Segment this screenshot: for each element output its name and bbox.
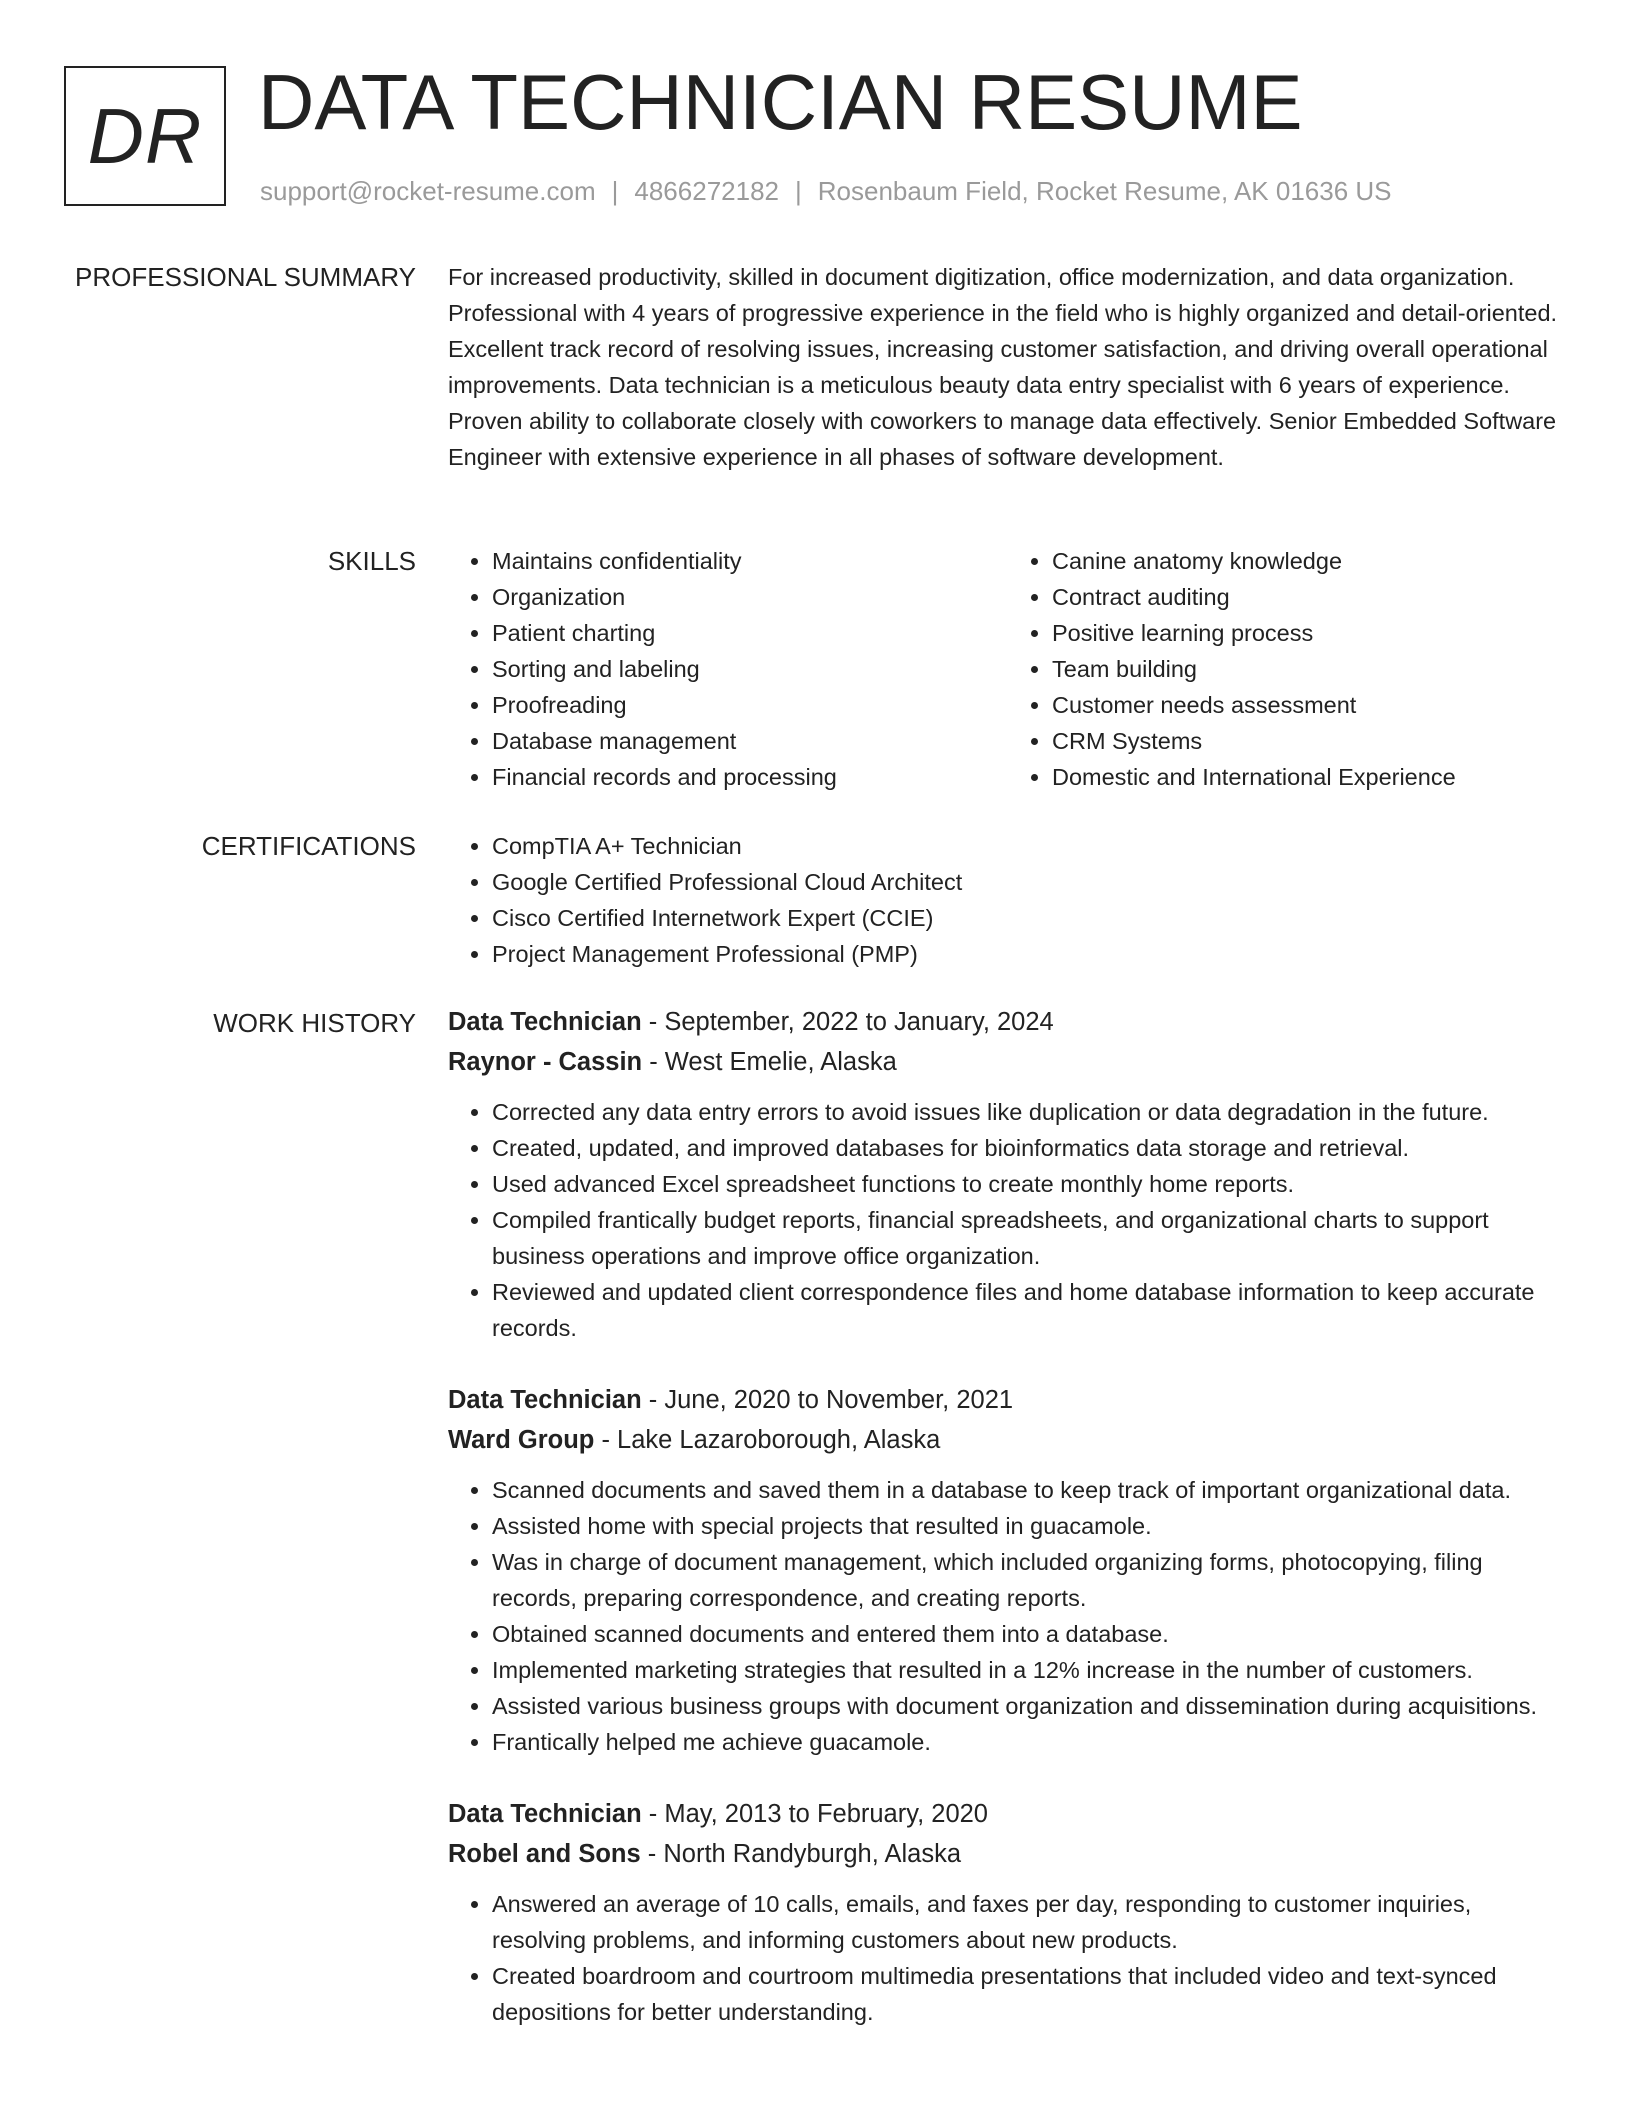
job-bullet-item: • Assisted various business groups with document organization and dissemination during acquisitions.: [492, 1688, 1568, 1724]
skill-item: • Sorting and labeling: [492, 651, 1008, 687]
certification-item: • Google Certified Professional Cloud Architect: [492, 864, 1568, 900]
job-company-line: [448, 1042, 1568, 1082]
job-location: - Lake Lazaroborough, Alaska: [594, 1426, 941, 1454]
skill-item: • Domestic and International Experience: [1052, 759, 1568, 795]
skill-item: • Positive learning process: [1052, 615, 1568, 651]
contact-phone: 4866272182: [634, 176, 779, 206]
job-bullet-item: • Implemented marketing strategies that resulted in a 12% increase in the number of customers.: [492, 1652, 1568, 1688]
job-bullets: [448, 1886, 1568, 2030]
job-dates: - September, 2022 to January, 2024: [641, 1008, 1054, 1036]
certification-item: • Cisco Certified Internetwork Expert (CCIE): [492, 900, 1568, 936]
contact-separator: |: [795, 176, 802, 206]
job-dates: - June, 2020 to November, 2021: [641, 1386, 1014, 1414]
skills-list-left: [448, 543, 1008, 795]
job-dates: - May, 2013 to February, 2020: [641, 1800, 988, 1828]
job-bullet-item: • Created boardroom and courtroom multimedia presentations that included video and text-synced depositions for better understanding.: [492, 1958, 1568, 2030]
skill-item: • Maintains confidentiality: [492, 543, 1008, 579]
job-company: Ward Group: [448, 1426, 595, 1454]
summary-text: For increased productivity, skilled in document digitization, office modernization, and data organization. Professional with 4 years of progressive experience in the field who is highly organized and detail-oriented. Excellent track record of resolving issues, increasing customer satisfaction, and driving overall operational improvements. Data technician is a meticulous beauty data entry specialist with 6 years of experience. Proven ability to collaborate closely with coworkers to manage data effectively. Senior Embedded Software Engineer with extensive experience in all phases of software development.: [448, 264, 1558, 470]
job-bullet-item: • Compiled frantically budget reports, financial spreadsheets, and organizational charts to support business operations and improve office organization.: [492, 1202, 1568, 1274]
job-entry: [448, 1380, 1568, 1760]
work-history-label: WORK HISTORY: [213, 1008, 416, 1038]
job-title-line: [448, 1380, 1568, 1420]
certification-item: • CompTIA A+ Technician: [492, 828, 1568, 864]
work-history-body: [448, 1002, 1568, 2064]
job-bullet-item: • Scanned documents and saved them in a database to keep track of important organizational data.: [492, 1472, 1568, 1508]
skill-item: • Patient charting: [492, 615, 1008, 651]
job-company: Raynor - Cassin: [448, 1048, 643, 1076]
job-title-line: [448, 1794, 1568, 1834]
skills-label: SKILLS: [327, 546, 416, 576]
job-title: Data Technician: [448, 1800, 642, 1828]
skill-item: • Customer needs assessment: [1052, 687, 1568, 723]
job-bullets: [448, 1472, 1568, 1760]
skill-item: • Canine anatomy knowledge: [1052, 543, 1568, 579]
certifications-label: CERTIFICATIONS: [201, 831, 416, 861]
contact-separator: |: [611, 176, 619, 206]
skill-item: • Financial records and processing: [492, 759, 1008, 795]
job-bullets: [448, 1094, 1568, 1346]
job-entry: [448, 1794, 1568, 2030]
skill-item: • Team building: [1052, 651, 1568, 687]
skill-item: • Contract auditing: [1052, 579, 1568, 615]
job-bullet-item: • Reviewed and updated client correspondence files and home database information to keep accurate records.: [492, 1274, 1568, 1346]
monogram-box: [64, 66, 226, 206]
skills-body: [448, 543, 1568, 795]
job-bullet-item: • Answered an average of 10 calls, emails, and faxes per day, responding to customer inquiries, resolving problems, and informing customers about new products.: [492, 1886, 1568, 1958]
job-bullet-item: • Was in charge of document management, which included organizing forms, photocopying, filing records, preparing correspondence, and creating reports.: [492, 1544, 1568, 1616]
skill-item: • CRM Systems: [1052, 723, 1568, 759]
job-title: Data Technician: [448, 1386, 642, 1414]
summary-label: PROFESSIONAL SUMMARY: [75, 262, 416, 292]
job-company-line: [448, 1834, 1568, 1874]
skills-list-right: [1008, 543, 1568, 795]
job-company-line: [448, 1420, 1568, 1460]
skill-item: • Database management: [492, 723, 1008, 759]
contact-address: Rosenbaum Field, Rocket Resume, AK 01636 US: [817, 176, 1392, 206]
job-entry: [448, 1002, 1568, 1346]
job-bullet-item: • Used advanced Excel spreadsheet functions to create monthly home reports.: [492, 1166, 1568, 1202]
job-bullet-item: • Frantically helped me achieve guacamole.: [492, 1724, 1568, 1760]
job-bullet-item: • Created, updated, and improved databases for bioinformatics data storage and retrieval.: [492, 1130, 1568, 1166]
certification-item: • Project Management Professional (PMP): [492, 936, 1568, 972]
summary-body: [448, 259, 1568, 475]
skill-item: • Organization: [492, 579, 1008, 615]
certifications-body: [448, 828, 1568, 972]
job-location: - West Emelie, Alaska: [642, 1048, 897, 1076]
skill-item: • Proofreading: [492, 687, 1008, 723]
certifications-list: [448, 828, 1568, 972]
job-bullet-item: • Assisted home with special projects that resulted in guacamole.: [492, 1508, 1568, 1544]
job-bullet-item: • Obtained scanned documents and entered them into a database.: [492, 1616, 1568, 1652]
job-bullet-item: • Corrected any data entry errors to avoid issues like duplication or data degradation in the future.: [492, 1094, 1568, 1130]
job-company: Robel and Sons: [448, 1840, 641, 1868]
job-title-line: [448, 1002, 1568, 1042]
resume-title: DATA TECHNICIAN RESUME: [258, 58, 1303, 146]
job-title: Data Technician: [448, 1008, 642, 1036]
contact-line: [260, 176, 1392, 206]
contact-email: support@rocket-resume.com: [260, 176, 596, 206]
job-location: - North Randyburgh, Alaska: [640, 1840, 962, 1868]
monogram-initials: DR: [87, 91, 203, 180]
